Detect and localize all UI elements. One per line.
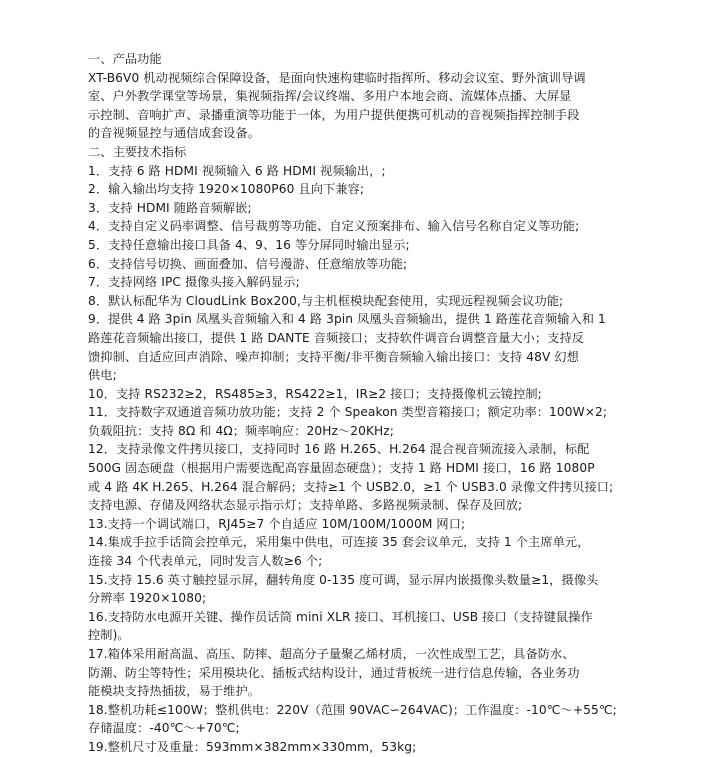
spec-line: 馈抑制、自适应回声消除、噪声抑制；支持平衡/非平衡音频输入输出接口：支持 48V 幻想 [88, 349, 579, 364]
spec-line: 路莲花音频输出接口，提供 1 路 DANTE 音频接口；支持软件调音台调整音量大小；支持反 [88, 330, 585, 345]
spec-line: 控制)。 [88, 628, 130, 643]
spec-item-11 [88, 403, 688, 440]
spec-item-14 [88, 533, 688, 570]
spec-line: 或 4 路 4K H.265、H.264 混合解码；支持≥1 个 USB2.0，≥1 个 USB3.0 录像文件拷贝接口; [88, 479, 614, 494]
spec-list [88, 162, 688, 757]
spec-line: 17.箱体采用耐高温、高压、防摔、超高分子量聚乙烯材质，一次性成型工艺，具备防水、 [88, 647, 575, 661]
spec-line: 19.整机尺寸及重量：593mm×382mm×330mm，53kg; [88, 739, 417, 754]
spec-line: 10．支持 RS232≥2，RS485≥3，RS422≥1，IR≥2 接口；支持摄像机云镜控制; [88, 386, 542, 401]
spec-item-12 [88, 440, 688, 514]
spec-item-4 [88, 217, 688, 236]
document-body [88, 50, 688, 757]
spec-item-13 [88, 515, 688, 534]
spec-item-16 [88, 608, 688, 645]
spec-line: 12．支持录像文件拷贝接口，支持同时 16 路 H.265、H.264 混合视音频流接入录制，标配 [88, 442, 590, 457]
spec-line: 2．输入输出均支持 1920×1080P60 且向下兼容; [88, 182, 365, 197]
spec-item-18 [88, 701, 688, 738]
spec-line: 存储温度：-40℃～+70℃; [88, 721, 240, 736]
spec-line: 负载阻抗：支持 8Ω 和 4Ω；频率响应：20Hz～20KHz; [88, 423, 395, 438]
spec-line: 8．默认标配华为 CloudLink Box200,与主机框模块配套使用，实现远程视频会议功能; [88, 293, 564, 308]
spec-line: 15.支持 15.6 英寸触控显示屏，翻转角度 0-135 度可调，显示屏内嵌摄像头数量≥1，摄像头 [88, 572, 599, 587]
spec-line: 11．支持数字双通道音频功放功能；支持 2 个 Speakon 类型音箱接口；额定功率：100W×2; [88, 405, 608, 420]
spec-line: 分辨率 1920×1080; [88, 591, 207, 606]
spec-line: 防潮、防尘等特性；采用模块化、插板式结构设计，通过背板统一进行信息传输，各业务功 [88, 665, 580, 680]
spec-line: 5．支持任意输出接口具备 4、9、16 等分屏同时输出显示; [88, 237, 410, 252]
spec-item-2 [88, 180, 688, 199]
spec-line: 4．支持自定义码率调整、信号裁剪等功能、自定义预案排布、输入信号名称自定义等功能; [88, 219, 580, 234]
section1-heading: 一、产品功能 [88, 52, 162, 66]
spec-item-8 [88, 292, 688, 311]
spec-line: 16.支持防水电源开关键、操作员话筒 mini XLR 接口、耳机接口、USB 接口（支持键鼠操作 [88, 609, 593, 624]
spec-line: 能模块支持热插拔，易于维护。 [88, 684, 261, 699]
intro-line: 室、户外教学课堂等场景，集视频指挥/会议终端、多用户本地会商、流媒体点播、大屏显 [88, 89, 572, 104]
spec-item-7 [88, 273, 688, 292]
spec-item-6 [88, 255, 688, 274]
section2-heading: 二、主要技术指标 [88, 144, 187, 159]
spec-line: 连接 34 个代表单元，同时发言人数≥6 个; [88, 554, 323, 569]
spec-item-9 [88, 310, 688, 384]
spec-line: 18.整机功耗≤100W；整机供电：220V（范围 90VAC∽264VAC)；工作温度：-10℃～+55℃; [88, 702, 617, 717]
spec-item-3 [88, 199, 688, 218]
spec-line: 6．支持信号切换、画面叠加、信号漫游、任意缩放等功能; [88, 256, 408, 271]
spec-item-5 [88, 236, 688, 255]
spec-line: 1．支持 6 路 HDMI 视频输入 6 路 HDMI 视频输出，; [88, 163, 386, 178]
spec-item-10 [88, 385, 688, 404]
spec-line: 支持电源、存储及网络状态显示指示灯；支持单路、多路视频录制、保存及回放; [88, 498, 523, 513]
spec-item-19 [88, 738, 688, 757]
intro-line: XT-B6V0 机动视频综合保障设备，是面向快速构建临时指挥所、移动会议室、野外演训导调 [88, 70, 586, 85]
spec-line: 9．提供 4 路 3pin 凤凰头音频输入和 4 路 3pin 凤凰头音频输出，提供 1 路莲花音频输入和 1 [88, 312, 606, 327]
spec-line: 供电; [88, 368, 117, 383]
spec-line: 500G 固态硬盘（根据用户需要选配高容量固态硬盘）；支持 1 路 HDMI 接口，16 路 1080P [88, 461, 595, 476]
intro-paragraph [88, 69, 688, 143]
spec-item-15 [88, 571, 688, 608]
spec-item-1 [88, 162, 688, 181]
intro-line: 示控制、音响扩声、录播重演等功能于一体，为用户提供便携可机动的音视频指挥控制手段 [88, 107, 580, 122]
spec-item-17 [88, 645, 688, 701]
spec-line: 14.集成手拉手话筒会控单元，采用集中供电，可连接 35 套会议单元，支持 1 个主席单元， [88, 535, 590, 550]
spec-line: 3．支持 HDMI 随路音频解嵌; [88, 200, 252, 215]
spec-line: 7．支持网络 IPC 摄像头接入解码显示; [88, 275, 300, 290]
spec-line: 13.支持一个调试端口，RJ45≥7 个自适应 10M/100M/1000M 网口; [88, 516, 466, 531]
intro-line: 的音视频显控与通信成套设备。 [88, 126, 261, 141]
